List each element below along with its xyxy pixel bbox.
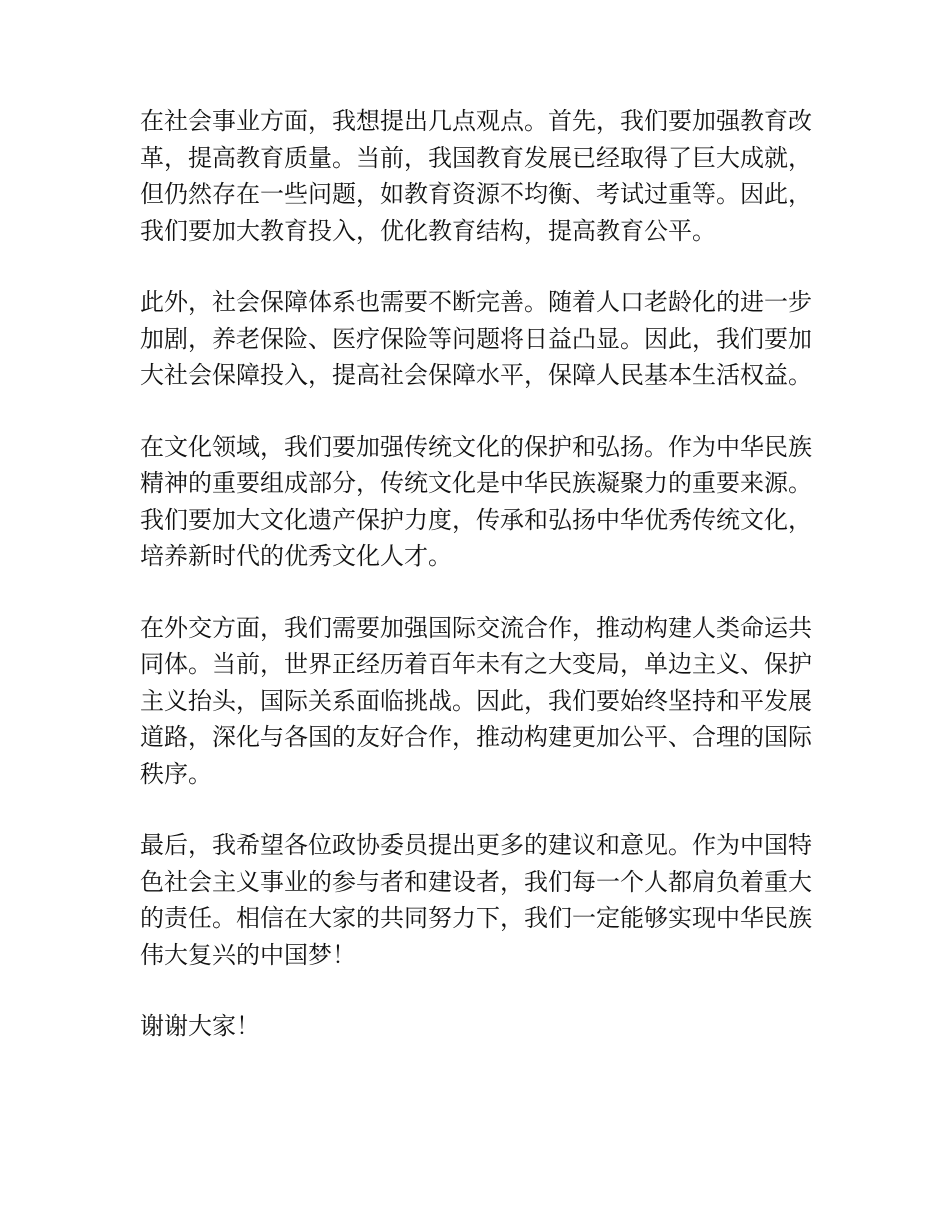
paragraph-social-education: 在社会事业方面，我想提出几点观点。首先，我们要加强教育改革，提高教育质量。当前，我国教育发展已经取得了巨大成就，但仍然存在一些问题，如教育资源不均衡、考试过重等。因此，我们要加大教育投入，优化教育结构，提高教育公平。 [140, 107, 812, 245]
paragraph-closing: 最后，我希望各位政协委员提出更多的建议和意见。作为中国特色社会主义事业的参与者和建设者，我们每一个人都肩负着重大的责任。相信在大家的共同努力下，我们一定能够实现中华民族伟大复兴的中国梦！ [140, 831, 812, 969]
paragraph-social-security: 此外，社会保障体系也需要不断完善。随着人口老龄化的进一步加剧，养老保险、医疗保险等问题将日益凸显。因此，我们要加大社会保障投入，提高社会保障水平，保障人民基本生活权益。 [140, 288, 812, 389]
paragraph-culture: 在文化领域，我们要加强传统文化的保护和弘扬。作为中华民族精神的重要组成部分，传统文化是中华民族凝聚力的重要来源。我们要加大文化遗产保护力度，传承和弘扬中华优秀传统文化，培养新时代的优秀文化人才。 [140, 432, 812, 570]
document-body [140, 103, 812, 1045]
paragraph-diplomacy: 在外交方面，我们需要加强国际交流合作，推动构建人类命运共同体。当前，世界正经历着百年未有之大变局，单边主义、保护主义抬头，国际关系面临挑战。因此，我们要始终坚持和平发展道路，深化与各国的友好合作，推动构建更加公平、合理的国际秩序。 [140, 613, 812, 788]
paragraph-thanks: 谢谢大家！ [140, 1012, 260, 1040]
